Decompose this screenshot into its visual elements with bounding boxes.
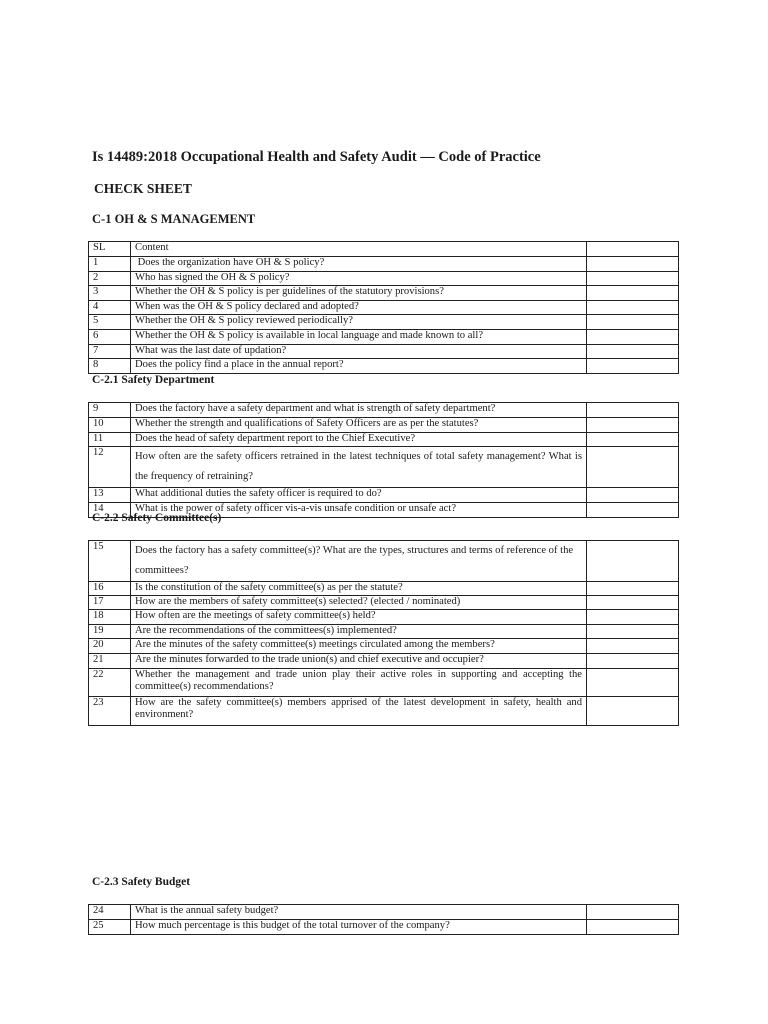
checklist-table-c2-2 — [88, 540, 679, 726]
answer-cell — [587, 503, 679, 518]
sl-cell: 25 — [89, 920, 131, 935]
answer-cell — [587, 582, 679, 596]
answer-cell — [587, 625, 679, 639]
answer-cell — [587, 257, 679, 272]
table-row — [89, 541, 679, 582]
question-cell: How often are the safety officers retrained in the latest techniques of total safety management? What is the frequency of retraining? — [131, 447, 587, 488]
answer-cell — [587, 433, 679, 447]
sl-cell: 22 — [89, 669, 131, 697]
question-cell: How often are the meetings of safety committee(s) held? — [131, 610, 587, 625]
answer-cell — [587, 242, 679, 257]
question-cell: Content — [131, 242, 587, 257]
checklist-table-c1 — [88, 241, 679, 374]
question-cell: Is the constitution of the safety committee(s) as per the statute? — [131, 582, 587, 596]
table-row — [89, 582, 679, 596]
section-heading-c2-1: C-2.1 Safety Department — [92, 374, 215, 386]
answer-cell — [587, 488, 679, 503]
question-cell: Whether the strength and qualifications of Safety Officers are as per the statutes? — [131, 418, 587, 433]
answer-cell — [587, 272, 679, 286]
question-cell: Whether the OH & S policy reviewed periodically? — [131, 315, 587, 330]
answer-cell — [587, 654, 679, 669]
question-cell: When was the OH & S policy declared and adopted? — [131, 301, 587, 315]
sl-cell: 6 — [89, 330, 131, 345]
table-row — [89, 905, 679, 920]
question-cell: Does the head of safety department report to the Chief Executive? — [131, 433, 587, 447]
question-cell: Whether the management and trade union play their active roles in supporting and accepting the committee(s) recommendations? — [131, 669, 587, 697]
section-heading-c1: C-1 OH & S MANAGEMENT — [92, 212, 256, 226]
question-cell: Does the factory has a safety committee(s)? What are the types, structures and terms of reference of the committees? — [131, 541, 587, 582]
table-row — [89, 272, 679, 286]
sl-cell: 3 — [89, 286, 131, 301]
table-row — [89, 596, 679, 610]
question-cell: Are the minutes forwarded to the trade union(s) and chief executive and occupier? — [131, 654, 587, 669]
document-title: Is 14489:2018 Occupational Health and Safety Audit — Code of Practice — [92, 149, 541, 165]
sl-cell: 9 — [89, 403, 131, 418]
question-cell: How are the members of safety committee(s) selected? (elected / nominated) — [131, 596, 587, 610]
answer-cell — [587, 905, 679, 920]
table-row — [89, 639, 679, 654]
question-cell: What is the annual safety budget? — [131, 905, 587, 920]
table-row — [89, 286, 679, 301]
table-row — [89, 447, 679, 488]
sl-cell: 14 — [89, 503, 131, 518]
sl-cell: 24 — [89, 905, 131, 920]
question-cell: Does the policy find a place in the annual report? — [131, 359, 587, 374]
check-sheet-title: CHECK SHEET — [94, 181, 192, 196]
question-cell: Does the factory have a safety department and what is strength of safety department? — [131, 403, 587, 418]
question-cell: Does the organization have OH & S policy? — [131, 257, 587, 272]
answer-cell — [587, 639, 679, 654]
table-row — [89, 301, 679, 315]
answer-cell — [587, 447, 679, 488]
sl-cell: 16 — [89, 582, 131, 596]
sl-cell: 1 — [89, 257, 131, 272]
table-row — [89, 610, 679, 625]
sl-cell: 21 — [89, 654, 131, 669]
question-cell: What was the last date of updation? — [131, 345, 587, 359]
table-row — [89, 433, 679, 447]
sl-cell: 7 — [89, 345, 131, 359]
answer-cell — [587, 920, 679, 935]
answer-cell — [587, 301, 679, 315]
question-cell: Who has signed the OH & S policy? — [131, 272, 587, 286]
sl-cell: 12 — [89, 447, 131, 488]
answer-cell — [587, 697, 679, 726]
sl-cell: 23 — [89, 697, 131, 726]
section-heading-c2-3: C-2.3 Safety Budget — [92, 876, 191, 888]
table-header-row — [89, 242, 679, 257]
table-row — [89, 359, 679, 374]
table-row — [89, 625, 679, 639]
sl-cell: 5 — [89, 315, 131, 330]
table-row — [89, 315, 679, 330]
question-cell: What additional duties the safety officer is required to do? — [131, 488, 587, 503]
answer-cell — [587, 315, 679, 330]
table-row — [89, 669, 679, 697]
sl-cell: 10 — [89, 418, 131, 433]
answer-cell — [587, 669, 679, 697]
sl-cell: SL — [89, 242, 131, 257]
question-cell: Whether the OH & S policy is available in local language and made known to all? — [131, 330, 587, 345]
sl-cell: 19 — [89, 625, 131, 639]
table-row — [89, 418, 679, 433]
question-cell: How much percentage is this budget of the total turnover of the company? — [131, 920, 587, 935]
answer-cell — [587, 345, 679, 359]
sl-cell: 13 — [89, 488, 131, 503]
table-row — [89, 488, 679, 503]
section-heading-c2-2: C-2.2 Safety Committee(s) — [92, 512, 222, 524]
question-cell: Are the recommendations of the committees(s) implemented? — [131, 625, 587, 639]
table-row — [89, 257, 679, 272]
answer-cell — [587, 403, 679, 418]
table-row — [89, 403, 679, 418]
answer-cell — [587, 330, 679, 345]
answer-cell — [587, 610, 679, 625]
sl-cell: 4 — [89, 301, 131, 315]
answer-cell — [587, 541, 679, 582]
question-cell: How are the safety committee(s) members apprised of the latest development in safety, health and environment? — [131, 697, 587, 726]
checklist-table-c2-3 — [88, 904, 679, 935]
sl-cell: 15 — [89, 541, 131, 582]
table-row — [89, 920, 679, 935]
sl-cell: 17 — [89, 596, 131, 610]
answer-cell — [587, 359, 679, 374]
answer-cell — [587, 418, 679, 433]
sl-cell: 11 — [89, 433, 131, 447]
table-row — [89, 330, 679, 345]
sl-cell: 18 — [89, 610, 131, 625]
sl-cell: 2 — [89, 272, 131, 286]
question-cell: What is the power of safety officer vis-a-vis unsafe condition or unsafe act? — [131, 503, 587, 518]
sl-cell: 8 — [89, 359, 131, 374]
table-row — [89, 697, 679, 726]
answer-cell — [587, 286, 679, 301]
answer-cell — [587, 596, 679, 610]
table-row — [89, 345, 679, 359]
sl-cell: 20 — [89, 639, 131, 654]
checklist-table-c2-1 — [88, 402, 679, 518]
question-cell: Whether the OH & S policy is per guidelines of the statutory provisions? — [131, 286, 587, 301]
table-row — [89, 654, 679, 669]
question-cell: Are the minutes of the safety committee(s) meetings circulated among the members? — [131, 639, 587, 654]
